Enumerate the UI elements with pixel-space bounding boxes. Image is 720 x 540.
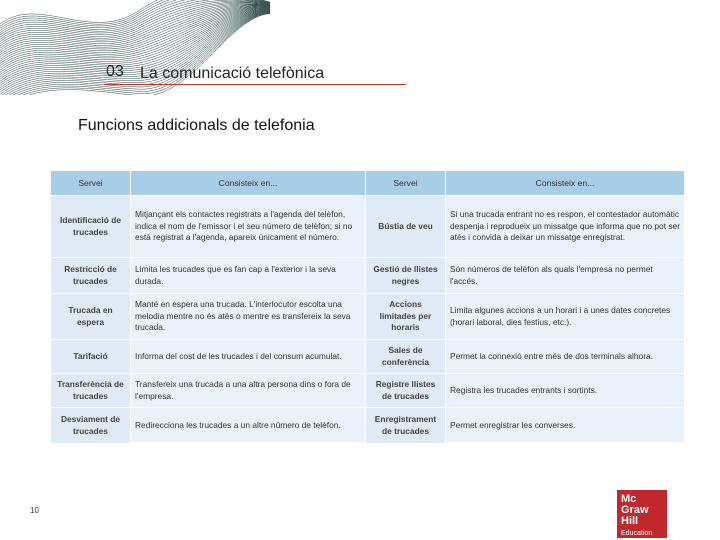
table-row: [51, 408, 685, 444]
chapter-header: [104, 62, 406, 85]
wave-line: [0, 8, 270, 68]
description-left: Redirecciona les trucades a un altre número de telèfon.: [131, 408, 366, 444]
description-right: Permet la connexió entre més de dos terminals alhora.: [446, 340, 685, 374]
header-service-right: Servei: [366, 171, 446, 196]
description-right: Permet enregistrar les converses.: [446, 408, 685, 444]
service-left: Transferència de trucades: [51, 374, 131, 408]
header-description-left: Consisteix en...: [131, 171, 366, 196]
service-left: Trucada en espera: [51, 294, 131, 340]
wave-line: [0, 4, 270, 50]
description-left: Informa del cost de les trucades i del consum acumulat.: [131, 340, 366, 374]
service-right: Sales de conferència: [366, 340, 446, 374]
page-number: 10: [30, 506, 39, 515]
service-left: Restricció de trucades: [51, 258, 131, 294]
chapter-number: 03: [106, 63, 124, 80]
description-left: Mitjançant els contactes registrats a l'agenda del telèfon, indica el nom de l'emissor i el seu número de telèfon; si no està registrat a l'agenda, apareix únicament el número.: [131, 196, 366, 258]
table-header-row: [51, 171, 685, 196]
description-right: Registra les trucades entrants i sortints.: [446, 374, 685, 408]
services-table: [50, 170, 685, 444]
service-right: Enregistrament de trucades: [366, 408, 446, 444]
table-row: [51, 374, 685, 408]
service-right: Bústia de veu: [366, 196, 446, 258]
header-description-right: Consisteix en...: [446, 171, 685, 196]
table-row: [51, 294, 685, 340]
service-left: Identificació de trucades: [51, 196, 131, 258]
section-subtitle: Funcions addicionals de telefonia: [78, 117, 315, 134]
description-left: Transfereix una trucada a una altra persona dins o fora de l'empresa.: [131, 374, 366, 408]
services-table-container: [50, 170, 684, 442]
service-right: Gestió de llistes negres: [366, 258, 446, 294]
service-left: Tarifació: [51, 340, 131, 374]
header-service-left: Servei: [51, 171, 131, 196]
description-left: Limita les trucades que es fan cap a l'exterior i la seva durada.: [131, 258, 366, 294]
description-right: Són números de telèfon als quals l'empresa no permet l'accés.: [446, 258, 685, 294]
service-right: Accions limitades per horaris: [366, 294, 446, 340]
service-right: Registre llistes de trucades: [366, 374, 446, 408]
chapter-title: La comunicació telefònica: [140, 65, 325, 82]
mcgraw-hill-logo: Mc Graw Hill Education: [617, 490, 667, 538]
description-right: Limita algunes accions a un horari i a unes dates concretes (horari laboral, dies festius, etc.).: [446, 294, 685, 340]
table-row: [51, 340, 685, 374]
table-row: [51, 196, 685, 258]
table-row: [51, 258, 685, 294]
description-left: Manté en espera una trucada. L'interlocutor escolta una melodia mentre no és atès o mentre es transfereix la seva trucada.: [131, 294, 366, 340]
description-right: Si una trucada entrant no es respon, el contestador automàtic despenja i reprodueix un missatge que informa que no pot ser atès i convida a deixar un missatge enregistrat.: [446, 196, 685, 258]
service-left: Desviament de trucades: [51, 408, 131, 444]
